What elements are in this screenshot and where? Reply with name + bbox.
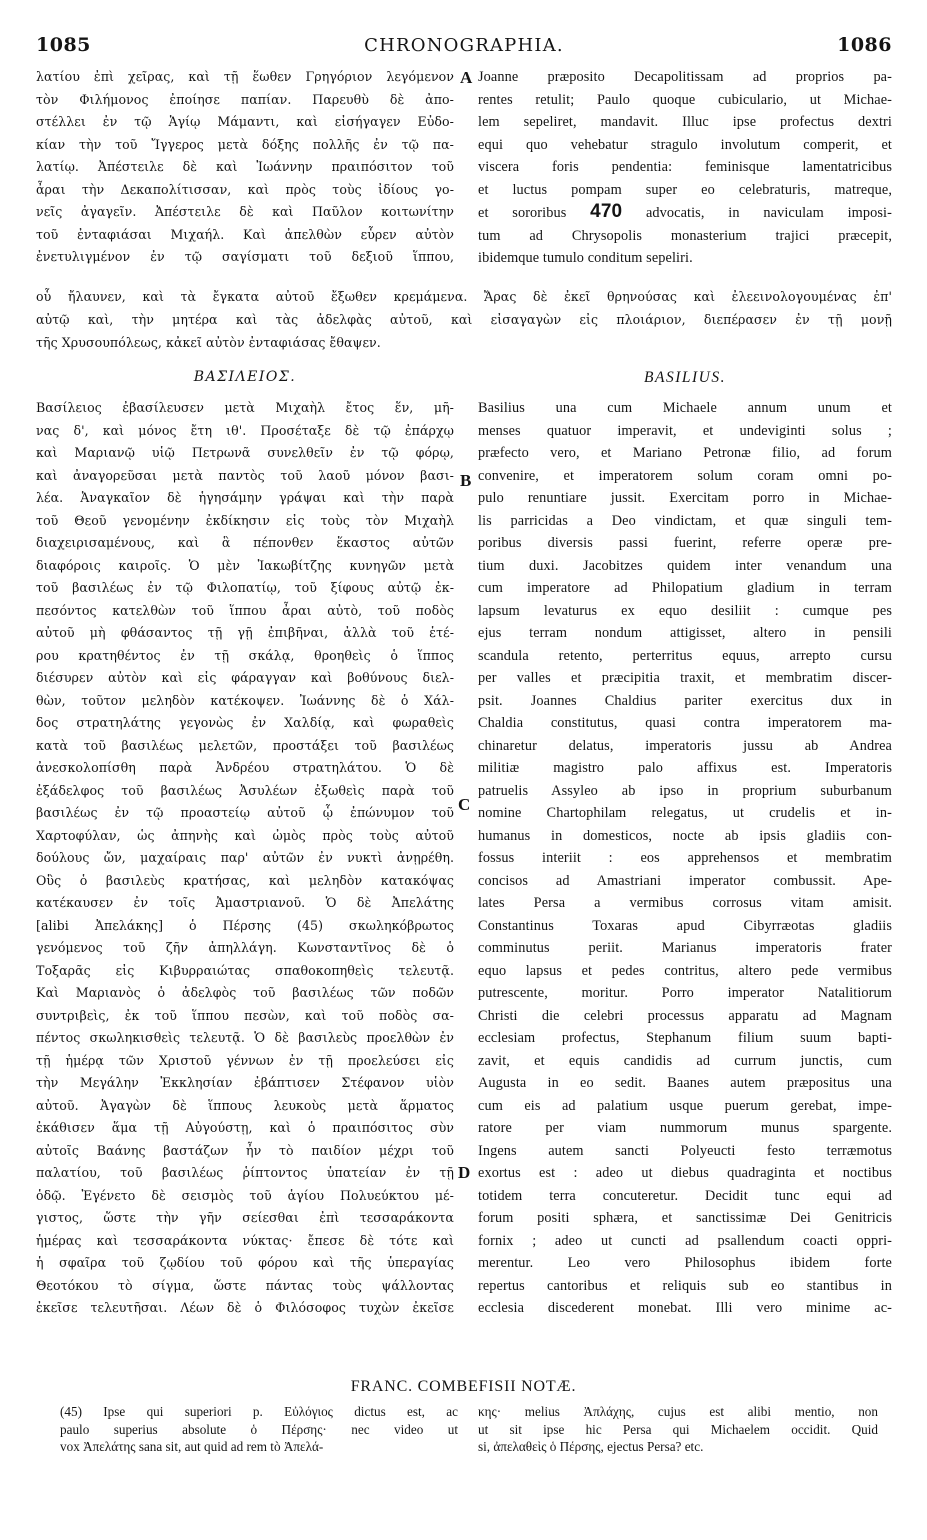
- text-line: viscera foris pendentia: feminisque lamentatricibus: [478, 159, 892, 175]
- text-line-with-number: et sororibus 470 advocatis, in naviculam imposi-: [478, 201, 892, 222]
- text-line: ἡ σφαῖρα τοῦ ζῳδίου τοῦ φόρου καὶ τῆς ὑπεραγίας: [36, 1255, 454, 1270]
- text-line: comminutus periit. Marianus imperatoris frater: [478, 940, 892, 956]
- note-line: paulo superius absolute ὁ Πέρσης· nec video ut: [60, 1421, 458, 1437]
- margin-letter-d: D: [458, 1163, 471, 1182]
- text-line: διαφόροις καιροῖς. Ὁ μὲν Ἰακωβίτζης κυνηγῶν μετὰ: [36, 557, 454, 573]
- top-greek-column: [36, 66, 454, 269]
- note-line: si, ἀπελαθεὶς ὁ Πέρσης, ejectus Persa? etc.: [478, 1439, 704, 1454]
- text-line: στέλλει ἐν τῷ Ἁγίῳ Μάμαντι, καὶ εἰσήγαγεν Εὐδο-: [36, 114, 454, 129]
- text-line: ratore per viam nummorum munus spargente.: [478, 1120, 892, 1136]
- text-line: nomine Chartophilam relegatus, ut crudelis et in-: [478, 805, 892, 821]
- text-line: militiæ magistro palo affixus est. Imperatoris: [478, 760, 892, 776]
- text-line: διαχειρισαμένους, καὶ ἃ πέπονθεν ἕκαστος αὐτῶν: [36, 535, 454, 550]
- text-line: lis parricidas a Deo vindictam, et quæ singuli tem-: [478, 512, 892, 529]
- text-line: γιστος, ὥστε τὴν γῆν σείεσθαι ἐπὶ τεσσαράκοντα: [36, 1210, 454, 1225]
- text-line: cum eis ad palatium usque puerum gerebat, impe-: [478, 1097, 892, 1114]
- text-line: Θεοτόκου τὸ σίγμα, ὥστε πάντας τοὺς ψάλλοντας: [36, 1277, 454, 1293]
- note-line: κης· melius Ἀπλάχης, cujus est alibi mentio, non: [478, 1404, 878, 1419]
- notes-title: FRANC. COMBEFISII NOTÆ.: [350, 1378, 577, 1395]
- text-line: ὁδῷ. Ἐγένετο δὲ σεισμὸς τοῦ ἁγίου Πολυεύκτου μέ-: [36, 1187, 454, 1203]
- text-line: tum ad Chrysopolis monasterium trajici præcepit,: [478, 227, 892, 244]
- text-line: fossus interiit : eos apprehensos et membratim: [478, 850, 892, 866]
- text-line: forum positi sphæra, et sanctissimæ Dei Genitricis: [478, 1210, 892, 1226]
- text-fragment: in naviculam imposi-: [728, 205, 892, 221]
- running-title: CHRONOGRAPHIA.: [364, 35, 564, 56]
- text-line: γενόμενος τοῦ ζῆν ἀπηλλάγη. Κωνσταντῖνος δὲ ὁ: [36, 940, 454, 955]
- text-fragment: et sororibus: [478, 205, 567, 221]
- text-line: putrescente, moritur. Porro imperator Natalitiorum: [478, 985, 892, 1001]
- text-line: lapsum levaturus ex equo desiliit : cumque pes: [478, 602, 892, 619]
- text-line: ecclesia discederent monebat. Illi vero minime ac-: [478, 1300, 892, 1316]
- text-line: Christi die celebri processus apparatu ad Magnam: [478, 1007, 892, 1024]
- text-line: δος στρατηλάτης γεγονὼς ἐν Χαλδίᾳ, καὶ φωραθεὶς: [36, 715, 454, 730]
- text-line: ρου κρατηθέντος ἐν τῇ σκάλᾳ, θροηθεὶς ὁ ἵππος: [36, 647, 454, 663]
- text-line: τὸν Φιλήμονος ἐποίησε παπίαν. Παρευθὺ δὲ ἀπο-: [36, 91, 454, 107]
- text-line: διέσυρεν αὐτὸν καὶ εἰς φάραγγαν καὶ βοθύνους διελ-: [36, 670, 454, 685]
- text-line: Basilius una cum Michaele annum unum et: [478, 400, 892, 416]
- text-line: convenire, et imperatorem solum coram omni po-: [478, 467, 892, 484]
- text-line: πεσόντος κατελθὼν τοῦ ἵππου ἆραι αὐτὸ, τοῦ ποδὸς: [36, 602, 454, 618]
- text-line: pulo renuntiare jussit. Exercitam porro in Michae-: [478, 490, 892, 506]
- text-line: βασιλέως ἐν τῷ προαστείῳ αὐτοῦ ᾧ ἐπώνυμον τοῦ: [36, 805, 454, 820]
- text-line: psit. Joannes Chaldius pariter exercitus dux in: [478, 692, 892, 709]
- text-line: Οὓς ὁ βασιλεὺς κρατήσας, καὶ μεληδὸν κατακόψας: [36, 872, 454, 888]
- text-line: λατίῳ. Ἀπέστειλε δὲ καὶ Ἰωάννην πραιπόσιτον τοῦ: [36, 159, 454, 174]
- text-line: πέντος σκωληκισθεὶς τελευτᾷ. Ὁ δὲ βασιλεὺς προελθὼν ἐν: [36, 1030, 454, 1045]
- text-line: ibidemque tumulo conditum sepeliri.: [478, 250, 693, 266]
- text-line: νεῖς ἀγαγεῖν. Ἀπέστειλε δὲ καὶ Παῦλον κοιτωνίτην: [36, 204, 454, 219]
- text-line: Βασίλειος ἐβασίλευσεν μετὰ Μιχαὴλ ἔτος ἕν, μῆ-: [36, 400, 454, 415]
- text-line: καὶ Μαριανῷ υἱῷ Πετρωνᾶ συνελθεῖν ἐν τῷ φόρῳ,: [36, 445, 454, 460]
- text-line: totidem terra concuteretur. Decidit tunc equi ad: [478, 1187, 892, 1204]
- text-line: præfecto vero, et Mariano Petronæ filio, ad forum: [478, 445, 892, 461]
- text-line: λέα. Ἀναγκαῖον δὲ ἡγησάμην γράψαι καὶ τὴν παρὰ: [36, 490, 454, 505]
- text-line: fornix ; adeo ut cuncti ad psallendum coacti oppri-: [478, 1232, 892, 1249]
- text-line: lem sepeliret, mandavit. Illuc ipse profectus dextri: [478, 114, 892, 130]
- text-line: repertus cantoribus et reliquis sub eo stantibus in: [478, 1277, 892, 1294]
- notes-left-column: [60, 1403, 458, 1456]
- text-line: νας δ', καὶ μόνος ἔτη ιθ'. Προσέταξε δὲ τῷ ἐπάρχῳ: [36, 422, 454, 438]
- text-line: exortus est : adeo ut diebus quadraginta et noctibus: [478, 1165, 892, 1181]
- text-line: Ingens autem sancti Polyeucti festo terræmotus: [478, 1142, 892, 1159]
- text-line: [alibi Ἀπελάκης] ὁ Πέρσης (45) σκωληκόβρωτος: [36, 917, 454, 933]
- text-line: ecclesiam profectus, Stephanum filium suum bapti-: [478, 1030, 892, 1046]
- text-line: zavit, et equis candidis ad currum junctis, cum: [478, 1052, 892, 1069]
- full-width-line: οὗ ἤλαυνεν, καὶ τὰ ἔγκατα αὐτοῦ ἔξωθεν κρεμάμενα. Ἄρας δὲ ἐκεῖ θρηνούσας καὶ ἐλεεινολογουμένας ἐπ': [36, 289, 892, 304]
- margin-letter-c: C: [458, 795, 471, 814]
- page-number-left: 1085: [36, 34, 91, 56]
- text-line: ἡμέρας καὶ τεσσαράκοντα νύκτας· ἔπεσε δὲ τότε καὶ: [36, 1232, 454, 1248]
- text-line: ἐξάδελφος τοῦ βασιλέως Ἀσυλέων ἐξωθεὶς παρὰ τοῦ: [36, 782, 454, 798]
- text-line: Augusta in eo sedit. Baanes autem præpositus una: [478, 1075, 892, 1091]
- text-line: συντριβεὶς, ἐκ τοῦ ἵππου πεσὼν, καὶ τοῦ ποδὸς σα-: [36, 1007, 454, 1023]
- full-width-line: τῆς Χρυσουπόλεως, κἀκεῖ αὐτὸν ἐνταφιάσας ἔθαψεν.: [36, 335, 381, 350]
- text-line: κίαν τὴν τοῦ Ἴγγερος μετὰ δόξης πολλῆς ἐν τῷ πα-: [36, 136, 454, 152]
- text-line: rentes retulit; Paulo quoque cubiculario, ut Michae-: [478, 91, 892, 108]
- text-line: chinaretur delatus, imperatoris jussu ab Andrea: [478, 737, 892, 754]
- latin-column: [478, 397, 892, 1320]
- text-line: equi quo vehebatur stragulo involutum comperit, et: [478, 136, 892, 153]
- text-line: παλατίου, τοῦ βασιλέως ῥίπτοντος ὑπατείαν ἐν τῇ: [36, 1165, 454, 1180]
- page-number-right: 1086: [837, 34, 892, 56]
- text-line: δούλους ὤν, μαχαίραις παρ' αὐτῶν ἐν νυκτὶ ἀνῃρέθη.: [36, 850, 454, 865]
- text-line: αὐτοῦ. Ἀγαγὼν δὲ ἵππους λευκοὺς μετὰ ἅρματος: [36, 1097, 454, 1113]
- text-line: ἀνεσκολοπίσθη παρὰ Ἀνδρέου στρατηλάτου. Ὁ δὲ: [36, 760, 454, 775]
- text-line: κατὰ τοῦ βασιλέως μελετῶν, προστάξει τοῦ βασιλέως: [36, 737, 454, 753]
- text-line: menses quatuor imperavit, et undeviginti solus ;: [478, 422, 892, 439]
- heading-latin: BASILIUS.: [644, 369, 726, 386]
- margin-letter-b: B: [460, 471, 472, 490]
- text-line: αὐτοῖς Βαάνης βαστάζων ἦν τὸ παιδίον μέχρι τοῦ: [36, 1142, 454, 1158]
- text-line: tium duxi. Jacobitzes quidem inter venandum una: [478, 557, 892, 574]
- text-line: Καὶ Μαριανὸς ὁ ἀδελφὸς τοῦ βασιλέως τῶν ποδῶν: [36, 985, 454, 1000]
- text-line: et luctus pompam super eo celebraturis, matreque,: [478, 181, 892, 198]
- text-line: humanus in domesticos, nocte ab ipsis gladiis con-: [478, 827, 892, 844]
- text-line: poribus diversis passi fuerint, referre operæ pre-: [478, 535, 892, 551]
- running-head: [36, 34, 892, 58]
- text-line: Constantinus Toxaras apud Cibyrræotas gladiis: [478, 917, 892, 934]
- text-line: αὐτοῦ μὴ φθάσαντος τῇ γῇ ἐπιβῆναι, ἀλλὰ τοῦ ἑτέ-: [36, 625, 454, 640]
- note-line: (45) Ipse qui superiori p. Εὐλόγιος dictus est, ac: [60, 1404, 458, 1419]
- text-line: equo lapsus et pedes contritus, altero pede vermibus: [478, 962, 892, 979]
- text-line: lates Persa a vermibus corrosus vitam amisit.: [478, 895, 892, 911]
- note-line: vox Ἀπελάτης sana sit, aut quid ad rem tò Ἀπελά-: [60, 1439, 324, 1454]
- text-line: ἆραι τὴν Δεκαπολίτισσαν, καὶ πρὸς τοὺς ἰδίους γο-: [36, 181, 454, 197]
- text-line: cum imperatore ad Philopatium gladium in terram: [478, 580, 892, 596]
- text-line: καὶ ἀναγορεῦσαι μετὰ παντὸς τοῦ λαοῦ μόνον βασι-: [36, 467, 454, 483]
- greek-column: [36, 397, 454, 1320]
- text-line: κατέκαυσεν ἐν τοῖς Ἀμαστριανοῦ. Ὁ δὲ Ἀπελάτης: [36, 895, 454, 910]
- top-latin-column: [478, 66, 892, 270]
- text-line: concisos ad Amastriani imperator combussit. Ape-: [478, 872, 892, 889]
- text-line: Chaldia constitutus, quasi contra imperatorem ma-: [478, 715, 892, 731]
- text-line: ejus terram nondum attigisset, altero in pensili: [478, 625, 892, 641]
- text-line: τοῦ ἐνταφιάσαι Μιχαήλ. Καὶ ἀπελθὼν εὗρεν αὐτὸν: [36, 226, 454, 242]
- text-line: τῇ ἡμέρᾳ τῶν Χριστοῦ γέννων ἐν τῇ προελεύσει εἰς: [36, 1052, 454, 1068]
- note-line: ut sit ipse hic Persa qui Michaelem occidit. Quid: [478, 1421, 878, 1437]
- column-number-470: 470: [590, 201, 623, 222]
- notes-right-column: [478, 1403, 878, 1456]
- text-line: τὴν Μεγάλην Ἐκκλησίαν ἐβάπτισεν Στέφανον υἱὸν: [36, 1075, 454, 1090]
- text-line: ἐνετυλιγμένον ἐν τῷ σαγίσματι τοῦ δεξιοῦ ἵππου,: [36, 249, 454, 264]
- text-line: Τοξαρᾶς εἰς Κιβυρραιώτας σπαθοκοπηθεὶς τελευτᾷ.: [36, 962, 454, 978]
- text-line: patruelis Assyleo ab ipso in proprium suburbanum: [478, 782, 892, 799]
- margin-letter-a: A: [460, 68, 473, 87]
- text-line: Joanne præposito Decapolitissam ad proprios pa-: [478, 69, 892, 85]
- text-line: ἐκεῖσε τελευτῆσαι. Λέων δὲ ὁ Φιλόσοφος τυχὼν ἐκεῖσε: [36, 1300, 454, 1315]
- text-line: merentur. Leo vero Philosophus ibidem forte: [478, 1255, 892, 1271]
- full-width-line: αὐτῷ καὶ, τὴν μητέρα καὶ τὰς ἀδελφὰς αὐτοῦ, καὶ εἰσαγαγὼν εἰς πλοιάριον, διεπέρασεν ἐν τῇ μονῇ: [36, 312, 892, 327]
- text-line: θὼν, τοῦτον μεληδὸν κατέκοψεν. Ἰωάννης δὲ ὁ Χάλ-: [36, 692, 454, 708]
- text-line: τοῦ Θεοῦ γενομένην ἐκδίκησιν εἰς τοὺς τὸν Μιχαὴλ: [36, 512, 454, 528]
- text-line: Χαρτοφύλαν, ὡς ἀπηνὴς καὶ ὠμὸς πρὸς τοὺς αὐτοῦ: [36, 827, 454, 843]
- text-line: λατίου ἐπὶ χεῖρας, καὶ τῇ ἕωθεν Γρηγόριον λεγόμενον: [36, 69, 454, 84]
- text-line: ἐκάθισεν ἅμα τῇ Αὐγούστῃ, καὶ ὁ πραιπόσιτος σὺν: [36, 1120, 454, 1135]
- text-line: τοῦ βασιλέως ἐν τῷ Φιλοπατίῳ, τοῦ ξίφους αὐτῷ ἐκ-: [36, 580, 454, 595]
- text-line: per valles et præcipitia traxit, et membratim discer-: [478, 670, 892, 686]
- heading-greek: ΒΑΣΙΛΕΙΟΣ.: [193, 369, 297, 385]
- text-line: scandula retento, perterritus equus, arrepto cursu: [478, 647, 892, 664]
